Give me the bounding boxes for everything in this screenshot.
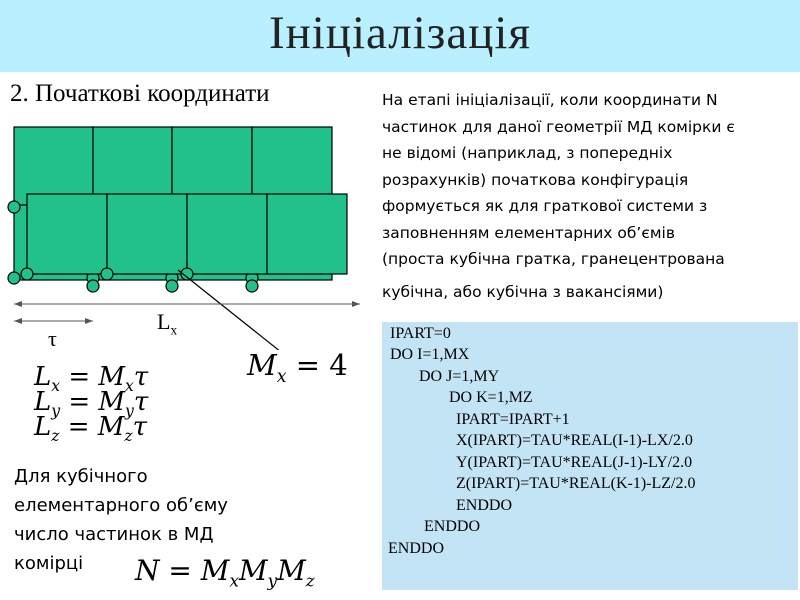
desc-line: розрахунків) початкова конфігурація xyxy=(382,170,689,189)
front-layer-cells xyxy=(27,194,347,274)
code-line: DO J=1,MY xyxy=(419,368,500,385)
front-cell-1 xyxy=(27,194,107,274)
lx-equation: $L_x = M_x\tau$ xyxy=(34,362,149,396)
atom xyxy=(101,268,113,280)
desc-line: На етапі ініціалізації, коли координати N xyxy=(382,91,718,109)
lattice-diagram xyxy=(0,120,370,350)
cubic-line: Для кубічного xyxy=(14,466,148,487)
mx-equation: $M_x = 4$ xyxy=(247,348,348,387)
front-cell-4 xyxy=(267,194,347,274)
pointer-line xyxy=(178,270,286,350)
atom xyxy=(8,201,20,213)
code-line: ENDDO xyxy=(388,540,444,557)
code-line: Y(IPART)=TAU*REAL(J-1)-LY/2.0 xyxy=(456,454,693,471)
desc-line: кубічна, або кубічна з вакансіями) xyxy=(382,282,664,301)
page-title: Ініціалізація xyxy=(268,7,532,59)
n-equation: $N = M_xM_yM_z$ xyxy=(135,554,315,591)
front-cell-2 xyxy=(107,194,187,274)
tau-label: τ xyxy=(48,326,57,351)
back-cell-3 xyxy=(172,127,252,205)
atom xyxy=(8,272,20,284)
code-line: ENDDO xyxy=(424,518,480,535)
atom xyxy=(21,268,33,280)
cubic-line: комірці xyxy=(14,553,84,574)
back-cell-2 xyxy=(93,127,172,205)
desc-line: частинок для даної геометрії МД комірки є xyxy=(382,117,735,136)
lx-dimension-line xyxy=(14,301,360,307)
desc-line: формується як для граткової системи з xyxy=(382,197,708,215)
cubic-line: число частинок в МД xyxy=(14,524,214,545)
front-cell-3 xyxy=(187,194,267,274)
atom xyxy=(166,280,178,292)
code-line: DO I=1,MX xyxy=(390,346,470,363)
tau-dimension-line xyxy=(14,318,93,324)
lx-label: $L_x$ xyxy=(157,309,178,338)
atom xyxy=(87,280,99,292)
lz-equation: $L_z = M_z\tau$ xyxy=(34,412,148,446)
back-cell-1 xyxy=(14,127,93,205)
desc-line: (проста кубічна гратка, гранецентрована xyxy=(382,250,725,268)
code-box xyxy=(382,322,798,590)
description-text xyxy=(382,87,792,305)
back-cell-4 xyxy=(252,127,332,205)
code-line: ENDDO xyxy=(456,497,512,514)
desc-line: заповненням елементарних об’ємів xyxy=(382,223,676,242)
code-line: IPART=IPART+1 xyxy=(456,411,570,428)
atom xyxy=(246,280,258,292)
code-line: Z(IPART)=TAU*REAL(K-1)-LZ/2.0 xyxy=(456,475,696,492)
desc-line: не відомі (наприклад, з попередніх xyxy=(382,144,673,162)
code-line: IPART=0 xyxy=(390,325,451,342)
code-line: X(IPART)=TAU*REAL(I-1)-LX/2.0 xyxy=(456,432,693,449)
ly-equation: $L_y = M_y\tau$ xyxy=(34,387,149,421)
cubic-line: елементарного об’єму xyxy=(14,495,228,516)
section-subtitle: 2. Початкові координати xyxy=(10,80,270,107)
code-line: DO K=1,MZ xyxy=(449,389,533,406)
